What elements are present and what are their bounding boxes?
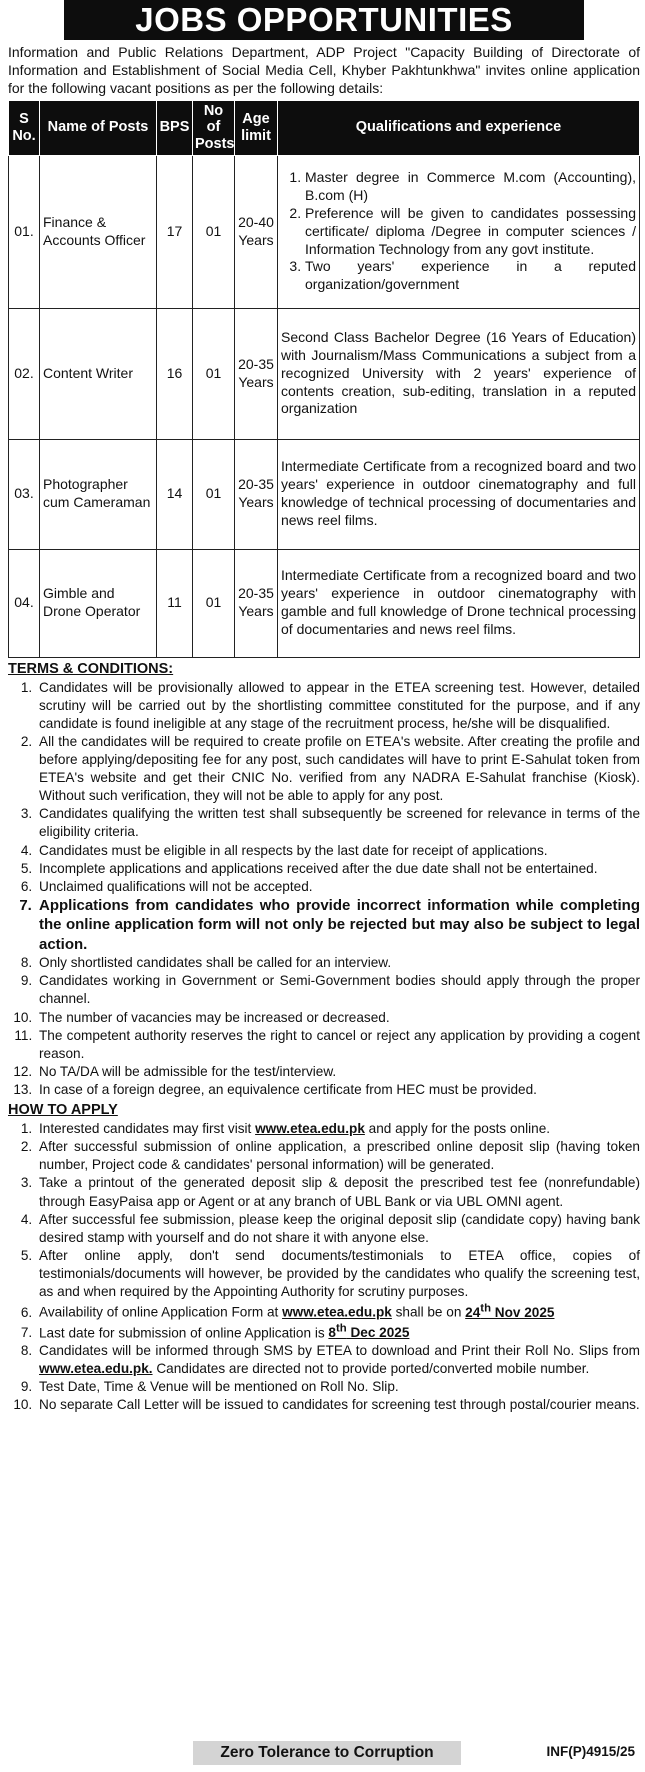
qualification-list: [281, 169, 636, 294]
slogan-banner: Zero Tolerance to Corruption: [193, 1741, 461, 1765]
table-row: [9, 549, 640, 657]
intro-paragraph: Information and Public Relations Department, ADP Project "Capacity Building of Directorate of Information and Establishment of Social Media Cell, Khyber Pakhtunkhwa" invites online application for the following vacant positions as per the following details:: [8, 44, 640, 97]
cell-qualifications: Intermediate Certificate from a recognized board and two years' experience in outdoor cinematography with gamble and full knowledge of Drone technical processing of documentaries and news reel films.: [278, 549, 640, 657]
application-open-date: 24th Nov 2025: [465, 1301, 555, 1320]
list-item: 4. Candidates must be eligible in all respects by the last date for receipt of applications.: [36, 842, 640, 860]
list-item: 1. Master degree in Commerce M.com (Accounting), B.com (H): [305, 169, 636, 205]
cell-posts: 01: [193, 308, 235, 439]
list-item: 2. All the candidates will be required to create profile on ETEA's website. After creating the profile and before applying/depositing fee for any post, such candidates will have to print E-Sahulat token from ETEA's website and get their CNIC No. verified from any NADRA E-Sahulat franchise (Kiosk). Without such verification, they will not be able to apply for any post.: [36, 733, 640, 805]
website-link[interactable]: www.etea.edu.pk: [282, 1304, 392, 1320]
cell-bps: 16: [157, 308, 193, 439]
list-item: 13. In case of a foreign degree, an equivalence certificate from HEC must be provided.: [36, 1081, 640, 1099]
list-item: 8. Only shortlisted candidates shall be called for an interview.: [36, 954, 640, 972]
header-name: Name of Posts: [40, 100, 157, 155]
cell-age: 20-35 Years: [235, 549, 278, 657]
list-item: 9. Test Date, Time & Venue will be mentioned on Roll No. Slip.: [36, 1378, 640, 1396]
cell-post-name: Gimble and Drone Operator: [40, 549, 157, 657]
table-row: [9, 308, 640, 439]
list-item: 7. Applications from candidates who provide incorrect information while completing the online application form will not only be rejected but may also be subject to legal action.: [36, 896, 640, 955]
cell-qualifications: [278, 155, 640, 308]
list-item: 11. The competent authority reserves the right to cancel or reject any application by providing a cogent reason.: [36, 1027, 640, 1063]
list-item: 3. Candidates qualifying the written test shall subsequently be screened for relevance in terms of the eligibility criteria.: [36, 805, 640, 841]
list-item: 7. Last date for submission of online Application is 8th Dec 2025: [36, 1322, 640, 1343]
list-item: 12. No TA/DA will be admissible for the test/interview.: [36, 1063, 640, 1081]
list-item: 6. Availability of online Application Form at www.etea.edu.pk shall be on 24th Nov 2025: [36, 1301, 640, 1322]
list-item: 1. Candidates will be provisionally allowed to appear in the ETEA screening test. However, detailed scrutiny will be carried out by the shortlisting committee constituted for the purpose, and if any candidate is found ineligible at any stage of the recruitment process, he/she will be disqualified.: [36, 679, 640, 733]
header-posts: No of Posts: [193, 100, 235, 155]
cell-bps: 17: [157, 155, 193, 308]
terms-list: [8, 679, 640, 1099]
list-item: 2. After successful submission of online application, a prescribed online deposit slip (having token number, Project code & candidates' personal information) will be generated.: [36, 1138, 640, 1174]
cell-age: 20-40 Years: [235, 155, 278, 308]
list-item: 5. Incomplete applications and applications received after the due date shall not be entertained.: [36, 860, 640, 878]
reference-number: INF(P)4915/25: [546, 1744, 635, 1759]
list-item: 9. Candidates working in Government or Semi-Government bodies should apply through the proper channel.: [36, 972, 640, 1008]
website-link[interactable]: www.etea.edu.pk.: [39, 1361, 153, 1377]
cell-age: 20-35 Years: [235, 439, 278, 549]
cell-sno: 01.: [9, 155, 40, 308]
positions-table: [8, 100, 640, 658]
list-item: 1. Interested candidates may first visit www.etea.edu.pk and apply for the posts online.: [36, 1120, 640, 1138]
list-item: 4. After successful fee submission, please keep the original deposit slip (candidate copy) having bank desired stamp with yourself and do not share it with anyone else.: [36, 1211, 640, 1247]
header-age: Age limit: [235, 100, 278, 155]
list-item: 3. Two years' experience in a reputed organization/government: [305, 258, 636, 294]
list-item: 2. Preference will be given to candidates possessing certificate/ diploma /Degree in computer sciences / Information Technology from any govt institute.: [305, 205, 636, 259]
cell-bps: 14: [157, 439, 193, 549]
cell-sno: 04.: [9, 549, 40, 657]
how-to-apply-heading: HOW TO APPLY: [8, 1101, 118, 1118]
website-link[interactable]: www.etea.edu.pk: [255, 1121, 365, 1137]
table-row: [9, 155, 640, 308]
cell-post-name: Photographer cum Cameraman: [40, 439, 157, 549]
list-item: 10. The number of vacancies may be increased or decreased.: [36, 1009, 640, 1027]
cell-qualifications: Second Class Bachelor Degree (16 Years of Education) with Journalism/Mass Communications a subject from a recognized University with 2 years' experience of contents creation, sub-editing, translation in a reputed organization: [278, 308, 640, 439]
application-last-date: 8th Dec 2025: [328, 1322, 410, 1341]
cell-posts: 01: [193, 549, 235, 657]
table-row: [9, 439, 640, 549]
how-to-apply-list: [8, 1120, 640, 1414]
list-item: 5. After online apply, don't send documents/testimonials to ETEA office, copies of testimonials/documents will however, be provided by the candidates who qualify the screening test, as and when required by the Appointing Authority for scrutiny purposes.: [36, 1247, 640, 1301]
cell-qualifications: Intermediate Certificate from a recognized board and two years' experience in outdoor cinematography and full knowledge of technical processing of documentaries and news reel films.: [278, 439, 640, 549]
cell-posts: 01: [193, 439, 235, 549]
header-sno: S No.: [9, 100, 40, 155]
list-item: 3. Take a printout of the generated deposit slip & deposit the prescribed test fee (nonrefundable) through EasyPaisa app or Agent or at any branch of UBL Bank or via UBL OMNI agent.: [36, 1174, 640, 1210]
list-item: 8. Candidates will be informed through SMS by ETEA to download and Print their Roll No. Slips from www.etea.edu.pk. Candidates are directed not to provide ported/converted mobile number.: [36, 1342, 640, 1378]
page-title: JOBS OPPORTUNITIES: [64, 0, 584, 40]
cell-age: 20-35 Years: [235, 308, 278, 439]
cell-sno: 02.: [9, 308, 40, 439]
list-item: 10. No separate Call Letter will be issued to candidates for screening test through postal/courier means.: [36, 1396, 640, 1414]
cell-post-name: Finance & Accounts Officer: [40, 155, 157, 308]
terms-heading: TERMS & CONDITIONS:: [8, 660, 174, 677]
cell-post-name: Content Writer: [40, 308, 157, 439]
cell-sno: 03.: [9, 439, 40, 549]
header-qualifications: Qualifications and experience: [278, 100, 640, 155]
table-header-row: [9, 100, 640, 155]
cell-posts: 01: [193, 155, 235, 308]
list-item: 6. Unclaimed qualifications will not be accepted.: [36, 878, 640, 896]
footer: [8, 1741, 637, 1765]
cell-bps: 11: [157, 549, 193, 657]
header-bps: BPS: [157, 100, 193, 155]
